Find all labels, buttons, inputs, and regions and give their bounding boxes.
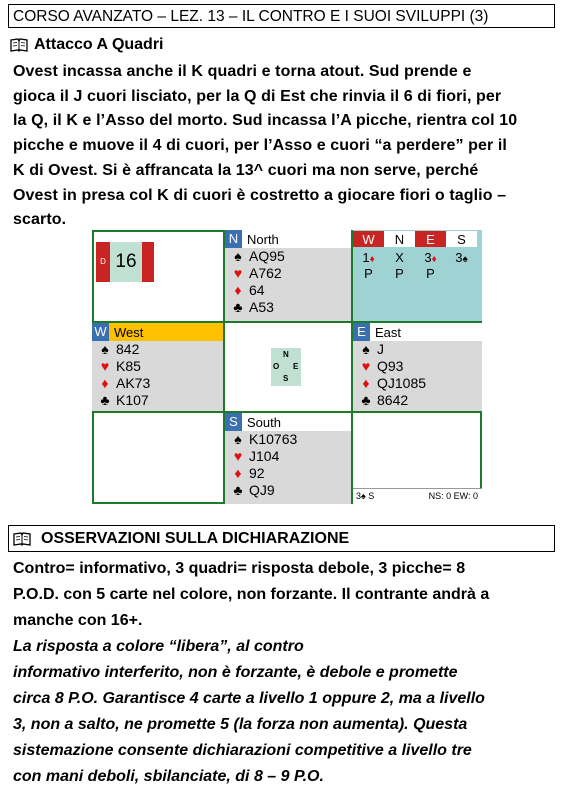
south-hearts: J104 (249, 448, 280, 464)
west-badge: W (92, 323, 109, 341)
page-title: CORSO AVANZATO – LEZ. 13 – IL CONTRO E I SUOI SVILUPPI (3) (8, 4, 555, 28)
north-clubs: A53 (249, 299, 274, 315)
west-diamonds: AK73 (116, 375, 151, 391)
heart-icon: ♥ (361, 358, 371, 374)
bid-header-south: S (446, 231, 477, 247)
bid-cell: P (426, 266, 435, 281)
compass-cell (223, 321, 353, 413)
north-label: North (247, 231, 279, 247)
paragraph-line: sistemazione consente dichiarazioni competitive a livello tre (13, 742, 472, 759)
section1-heading (10, 36, 164, 54)
south-hand (223, 411, 353, 504)
board-indicator (96, 242, 154, 282)
board-number: 16 (110, 242, 142, 282)
paragraph-line: manche con 16+. La risposta a colore “libera”, al contro (13, 612, 304, 655)
bid-cell: 3♦ (424, 250, 437, 265)
heart-icon: ♥ (233, 265, 243, 281)
east-spades: J (377, 341, 384, 357)
result-cell (351, 411, 482, 504)
west-hearts: K85 (116, 358, 141, 374)
north-hearts: A762 (249, 265, 282, 281)
bid-cell: P (364, 266, 373, 281)
vulnerability-marker (142, 242, 154, 282)
contract-label: 3♠ S (356, 491, 375, 501)
board-cell (92, 230, 225, 323)
section2-title: OSSERVAZIONI SULLA DICHIARAZIONE (41, 529, 350, 547)
paragraph-line: Ovest in presa col K di cuori è costretto a giocare fiori o taglio – (13, 186, 507, 204)
club-icon: ♣ (233, 299, 243, 315)
bid-cell: X (395, 250, 404, 265)
club-icon: ♣ (100, 392, 110, 408)
paragraph-line: 3, non a salto, ne promette 5 (la forza non aumenta). Questa (13, 716, 468, 733)
south-label: South (247, 414, 281, 430)
book-icon (13, 532, 31, 546)
west-spades: 842 (116, 341, 140, 357)
paragraph-line: con mani deboli, sbilanciate, di 8 – 9 P.O. (13, 768, 324, 785)
deal-diagram (92, 230, 482, 504)
west-clubs: K107 (116, 392, 149, 408)
compass-icon: N O E S (271, 348, 301, 386)
club-icon: ♣ (233, 482, 243, 498)
bid-cell: 1♦ (362, 250, 375, 265)
spade-icon: ♠ (362, 341, 370, 357)
east-badge: E (353, 323, 370, 341)
section1-title: Attacco A Quadri (34, 36, 164, 53)
south-badge: S (225, 413, 242, 431)
east-label: East (375, 324, 402, 340)
bid-cell: P (395, 266, 404, 281)
paragraph-line: informativo interferito, non è forzante, è debole e promette (13, 664, 458, 681)
south-clubs: QJ9 (249, 482, 275, 498)
section2-heading (8, 525, 555, 552)
diamond-icon: ♦ (362, 375, 370, 391)
bid-header-east: E (415, 231, 446, 247)
spade-icon: ♠ (234, 248, 242, 264)
paragraph-line: Contro= informativo, 3 quadri= risposta debole, 3 picche= 8 (13, 560, 466, 577)
south-diamonds: 92 (249, 465, 265, 481)
paragraph-line: K di Ovest. Si è affrancata la 13^ cuori ma non serve, perché (13, 161, 479, 179)
paragraph-line: la Q, il K e l’Asso del morto. Sud incassa l’A picche, rientra col 10 (13, 112, 518, 130)
west-hand (92, 321, 225, 413)
section2-paragraph (13, 556, 561, 790)
paragraph-line: scarto. (13, 211, 67, 229)
diamond-icon: ♦ (101, 375, 109, 391)
bid-cell (446, 266, 477, 282)
heart-icon: ♥ (233, 448, 243, 464)
bid-header-north: N (384, 231, 415, 247)
paragraph-line: circa 8 P.O. Garantisce 4 carte a livello 1 oppure 2, ma a livello (13, 690, 485, 707)
east-clubs: 8642 (377, 392, 409, 408)
club-icon: ♣ (361, 392, 371, 408)
bid-header-west: W (353, 231, 384, 247)
east-hand (351, 321, 482, 413)
north-hand (223, 230, 353, 323)
diamond-icon: ♦ (234, 465, 242, 481)
north-badge: N (225, 230, 242, 248)
heart-icon: ♥ (100, 358, 110, 374)
spade-icon: ♠ (101, 341, 109, 357)
north-diamonds: 64 (249, 282, 265, 298)
paragraph-line: Ovest incassa anche il K quadri e torna atout. Sud prende e (13, 63, 472, 80)
section1-paragraph (13, 60, 559, 233)
paragraph-line: gioca il J cuori lisciato, per la Q di Est che rinvia il 6 di fiori, per (13, 87, 502, 105)
spade-icon: ♠ (234, 431, 242, 447)
dealer-marker: D (96, 242, 110, 282)
score-label: NS: 0 EW: 0 (428, 491, 478, 501)
paragraph-line: P.O.D. con 5 carte nel colore, non forzante. Il contrante andrà a (13, 586, 490, 603)
bid-cell: 3♠ (455, 250, 468, 265)
south-spades: K10763 (249, 431, 298, 447)
east-hearts: Q93 (377, 358, 404, 374)
paragraph-line: picche e muove il 4 di cuori, per l’Asso e cuori “a perdere” per il (13, 137, 507, 155)
empty-cell (92, 411, 225, 504)
north-spades: AQ95 (249, 248, 285, 264)
west-label: West (114, 324, 144, 340)
diamond-icon: ♦ (234, 282, 242, 298)
east-diamonds: QJ1085 (377, 375, 427, 391)
book-icon (10, 38, 28, 52)
bidding-box (351, 230, 482, 323)
